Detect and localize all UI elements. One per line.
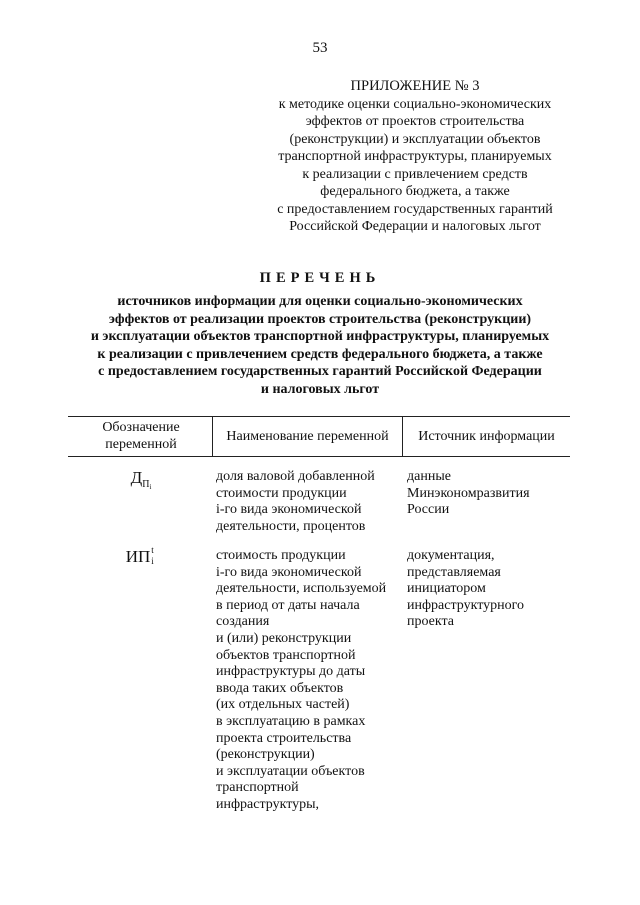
information-source: [407, 469, 530, 519]
appendix-line: к методике оценки социально-экономических: [278, 96, 552, 112]
appendix-block: [260, 78, 570, 236]
description-line: и (или) реконструкции: [216, 630, 352, 646]
symbol-subscript-index: i: [149, 483, 152, 491]
description-line: деятельности, используемой: [216, 581, 387, 597]
symbol-indices: [150, 547, 156, 567]
description-line: (реконструкции): [216, 747, 315, 763]
appendix-line: к реализации с привлечением средств: [302, 166, 528, 182]
subtitle-line: к реализации с привлечением средств федерального бюджета, а также: [97, 346, 543, 362]
symbol-base: ИП: [125, 547, 151, 566]
information-source: [407, 548, 524, 631]
subtitle-line: и налоговых льгот: [260, 381, 380, 397]
description-line: проекта строительства: [216, 730, 352, 746]
description-line: объектов транспортной: [216, 647, 356, 663]
list-subtitle: [60, 293, 580, 398]
header-name-line: Обозначение: [102, 420, 180, 435]
variable-symbol: [70, 468, 212, 491]
description-line: стоимости продукции: [216, 485, 347, 501]
description-line: деятельности, процентов: [216, 518, 366, 534]
source-line: России: [407, 502, 450, 518]
source-line: инфраструктурного: [407, 597, 525, 613]
symbol-base: Д: [130, 468, 143, 487]
description-line: (их отдельных частей): [216, 697, 350, 713]
description-line: доля валовой добавленной: [216, 469, 375, 484]
appendix-line: Российской Федерации и налоговых льгот: [289, 219, 541, 234]
description-line: инфраструктуры,: [216, 796, 320, 812]
symbol-subscript-letter: П: [142, 479, 150, 490]
appendix-title: ПРИЛОЖЕНИЕ № 3: [350, 78, 480, 94]
symbol-subscript: i: [151, 556, 154, 566]
subtitle-line: с предоставлением государственных гарантий Российской Федерации: [98, 364, 542, 379]
variable-description: [216, 548, 386, 814]
description-line: стоимость продукции: [216, 548, 346, 563]
description-line: инфраструктуры до даты: [216, 664, 366, 680]
header-information-source: Источник информации: [418, 429, 555, 444]
source-line: инициатором: [407, 581, 486, 597]
source-line: документация,: [407, 548, 495, 563]
description-line: транспортной: [216, 780, 299, 796]
description-line: в период от даты начала: [216, 597, 360, 613]
symbol-subscript: [142, 479, 151, 490]
variable-description: [216, 469, 375, 535]
header-name-line: переменной: [105, 437, 177, 452]
appendix-line: транспортной инфраструктуры, планируемых: [278, 149, 552, 164]
subtitle-line: источников информации для оценки социально-экономических: [117, 294, 523, 309]
source-line: Минэкономразвития: [407, 485, 530, 501]
description-line: в эксплуатацию в рамках: [216, 713, 366, 729]
appendix-line: эффектов от проектов строительства: [305, 114, 525, 129]
appendix-line: (реконструкции) и эксплуатации объектов: [289, 131, 541, 147]
description-line: создания: [216, 614, 270, 630]
appendix-line: федерального бюджета, а также: [320, 184, 510, 199]
subtitle-line: и эксплуатации объектов транспортной инфраструктуры, планируемых: [90, 329, 550, 344]
description-line: i-го вида экономической: [216, 564, 362, 580]
description-line: и эксплуатации объектов: [216, 763, 365, 779]
source-line: проекта: [407, 614, 454, 630]
table-header-rule: [68, 456, 570, 457]
header-variable-name: Наименование переменной: [226, 429, 389, 444]
list-heading: ПЕРЕЧЕНЬ: [259, 270, 381, 286]
description-line: i-го вида экономической: [216, 502, 362, 518]
source-line: представляемая: [407, 564, 501, 580]
source-line: данные: [407, 469, 451, 484]
symbol-superscript: t: [151, 545, 154, 555]
table-top-rule: [68, 416, 570, 417]
description-line: ввода таких объектов: [216, 680, 344, 696]
page-number: 53: [312, 40, 328, 56]
variable-symbol: [70, 547, 212, 567]
header-variable-symbol: [70, 419, 212, 453]
subtitle-line: эффектов от реализации проектов строительства (реконструкции): [108, 311, 532, 327]
appendix-line: с предоставлением государственных гарантий: [277, 201, 553, 217]
